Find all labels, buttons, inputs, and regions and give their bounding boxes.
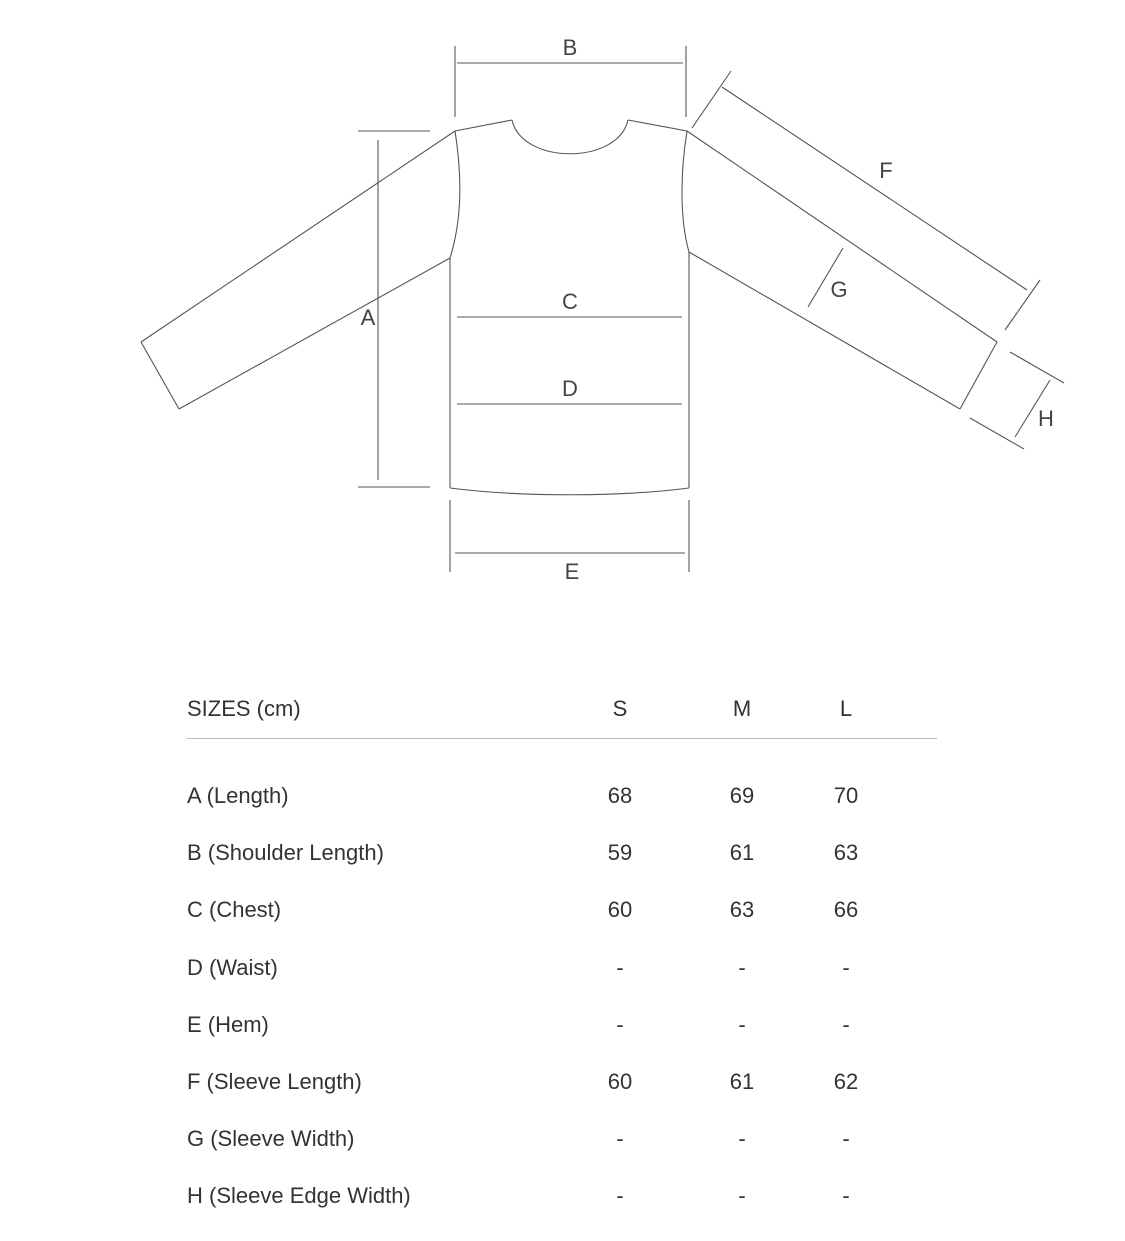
table-row: C (Chest) 60 63 66 (187, 897, 859, 923)
right-shoulder-line (628, 120, 687, 131)
size-chart-header: SIZES (cm) S M L (187, 688, 937, 739)
right-sleeve-bottom (689, 252, 960, 409)
right-sleeve-cuff (960, 342, 997, 409)
sizes-unit-label: SIZES (cm) (187, 696, 301, 721)
dimension-label-b: B (562, 35, 578, 60)
dimension-label-e: E (564, 559, 580, 584)
dimension-label-d: D (562, 376, 578, 401)
table-row: D (Waist) - - - (187, 954, 850, 980)
dimension-label-f: F (879, 158, 893, 183)
row-label: F (Sleeve Length) (187, 1068, 362, 1094)
table-row: B (Shoulder Length) 59 61 63 (187, 840, 859, 866)
table-row: H (Sleeve Edge Width) - - - (187, 1183, 850, 1209)
dimension-label-g: G (830, 277, 848, 302)
row-label: B (Shoulder Length) (187, 840, 384, 866)
dimension-h-tick-top (1010, 352, 1064, 383)
body-left-side (450, 131, 460, 488)
left-shoulder-line (455, 120, 512, 131)
row-label: E (Hem) (187, 1011, 269, 1037)
left-sleeve-bottom (179, 258, 450, 409)
dimension-f-line (722, 87, 1027, 290)
row-label: C (Chest) (187, 897, 282, 923)
size-chart-body (187, 783, 937, 1241)
table-row: A (Length) 68 69 70 (187, 783, 859, 808)
left-sleeve-cuff (141, 342, 179, 409)
table-row: G (Sleeve Width) - - - (187, 1126, 850, 1152)
row-label: H (Sleeve Edge Width) (187, 1183, 411, 1209)
body-hem (450, 488, 689, 495)
left-sleeve-top (141, 131, 455, 342)
neckline (512, 120, 628, 154)
size-chart-table (187, 688, 937, 1241)
row-label: G (Sleeve Width) (187, 1126, 355, 1152)
dimension-label-a: A (360, 305, 376, 330)
row-label: D (Waist) (187, 954, 278, 980)
garment-measurement-diagram (0, 0, 1125, 620)
dimension-f-tick-top (692, 71, 731, 128)
row-label: A (Length) (187, 783, 289, 808)
body-right-side (682, 131, 689, 488)
table-row: E (Hem) - - - (187, 1011, 850, 1037)
dimension-label-c: C (562, 289, 578, 314)
dimension-label-h: H (1038, 406, 1054, 431)
table-row: F (Sleeve Length) 60 61 62 (187, 1068, 859, 1094)
dimension-h-tick-bottom (970, 418, 1024, 449)
dimension-lines (358, 46, 1064, 572)
right-sleeve-top (687, 131, 997, 342)
